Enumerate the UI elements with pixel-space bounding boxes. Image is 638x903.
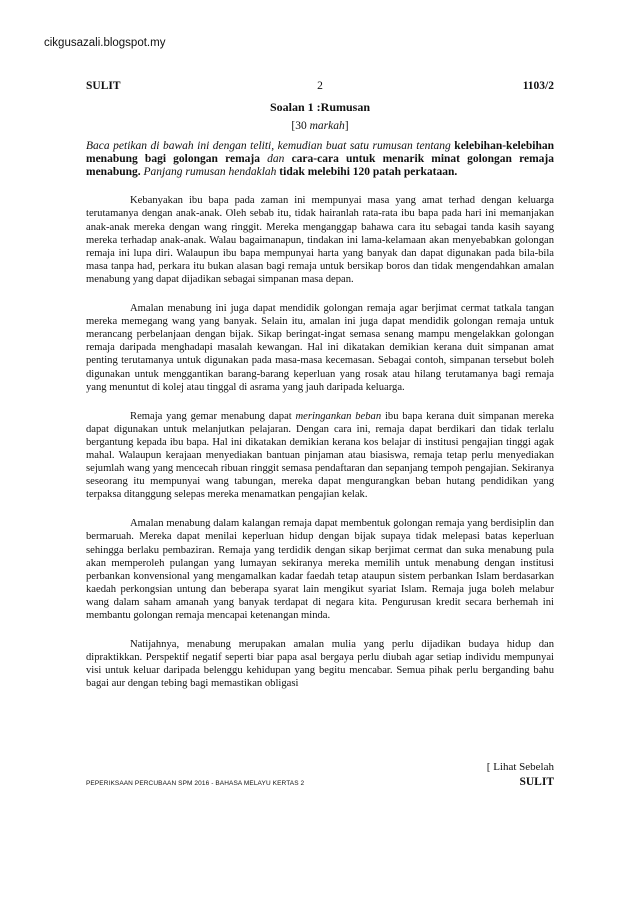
exam-page	[86, 80, 554, 788]
passage-paragraph-2: Amalan menabung ini juga dapat mendidik golongan remaja agar berjimat cermat tatkala tangan mereka memegang wang yang banyak. Selain itu, amalan ini juga dapat mendidik golongan remaja untuk merancang perbelanjaan dengan bijak. Sikap beringat-ingat semasa senang mampu mengelakkan golongan remaja daripada menghadapi masalah kewangan. Hal ini dikatakan demikian kerana duit simpanan amat penting terutamanya untuk digunakan pada masa-masa kecemasan. Sebagai contoh, simpanan tersebut boleh digunakan untuk menggantikan barang-barang keperluan yang rosak atau hilang terutamanya bagi remaja yang menuntut di kolej atau tinggal di asrama yang jauh daripada keluarga.	[86, 303, 554, 393]
marks-word: markah	[309, 120, 345, 132]
instruction-part-2: dan	[260, 152, 292, 165]
instruction-part-3: Panjang rumusan hendaklah	[140, 165, 280, 178]
passage-paragraph-4: Amalan menabung dalam kalangan remaja dapat membentuk golongan remaja yang berdisiplin dan bermaruah. Mereka dapat menilai keperluan hidup dengan bijak supaya tidak melepasi batas keperluan sehingga berlaku pembaziran. Remaja yang terdidik dengan sikap berjimat cermat dan suka menabung pula akan memperoleh pulangan yang lumayan sekiranya mereka memilih untuk menabung dengan institusi perbankan konvensional yang mengamalkan kadar faedah tetap ataupun sistem perbankan Islam berdasarkan kaedah perkongsian untung dan beberapa syarat lain mengikut syariat Islam. Remaja juga boleh melabur wang dalam saham amanah yang banyak terdapat di negara kita. Pengurusan kredit secara berhemah ini membantu golongan remaja mencapai ketenangan minda.	[86, 518, 554, 622]
page-footer	[86, 776, 554, 792]
header-sulit: SULIT	[86, 80, 121, 92]
footer-exam-title: PEPERIKSAAN PERCUBAAN SPM 2016 - BAHASA MELAYU KERTAS 2	[86, 780, 305, 787]
instruction-bold-3: tidak melebihi 120 patah perkataan.	[279, 165, 458, 178]
turn-page-note: [ Lihat Sebelah	[486, 761, 554, 773]
instruction-bold-1: kelebihan-kelebihan menabung bagi golongan remaja	[86, 140, 554, 165]
page-header	[86, 80, 554, 94]
instruction-part-1: Baca petikan di bawah ini dengan teliti, kemudian buat satu rumusan tentang	[86, 140, 455, 152]
instruction-bold-2: cara-cara untuk menarik minat golongan remaja menabung.	[86, 152, 554, 178]
footer-sulit: SULIT	[519, 776, 554, 788]
passage-paragraph-5: Natijahnya, menabung merupakan amalan mulia yang perlu dijadikan budaya hidup dan dipraktikkan. Perspektif negatif seperti biar papa asal bergaya perlu diubah agar setiap individu mempunyai visi untuk keluar daripada belenggu kehidupan yang begitu mencabar. Semua pihak perlu berganding bahu bagai aur dengan tebing bagi memastikan obligasi	[86, 639, 554, 690]
paragraph-3-before: Remaja yang gemar menabung dapat	[130, 410, 296, 422]
question-title: Soalan 1 :Rumusan	[269, 100, 371, 114]
question-instruction	[86, 140, 554, 178]
paper-code: 1103/2	[522, 80, 554, 92]
paragraph-3-after: ibu bapa kerana duit simpanan mereka dapat digunakan untuk melanjutkan pelajaran. Dengan cara ini, remaja dapat berdikari dan tidak terlalu bergantung kepada ibu bapa. Hal ini dikatakan demikian kerana kos belajar di institusi pengajian tinggi agak mahal. Walaupun kerajaan menyediakan bantuan pinjaman atau biasiswa, remaja tetap perlu menyediakan sejumlah wang yang mencecah ribuan ringgit semasa pendaftaran dan sepanjang tempoh pengajian. Sekiranya seseorang itu mempunyai wang tabungan, mereka dapat mengurangkan beban hutang pendidikan yang terpaksa ditanggung selepas mereka menamatkan pengajian kelak.	[86, 410, 554, 501]
passage-paragraph-1: Kebanyakan ibu bapa pada zaman ini mempunyai masa yang amat terhad dengan keluarga terutamanya dengan anak-anak. Oleh sebab itu, tidak hairanlah rata-rata ibu bapa pada hari ini memanjakan anak-anak mereka dengan wang ringgit. Mereka menganggap bahawa cara itu sebagai tanda kasih sayang mereka terhadap anak-anak. Walau bagaimanapun, tindakan ini lama-kelamaan akan menyebabkan golongan remaja ini lupa diri. Walaupun ibu bapa mempunyai harta yang banyak dan dapat digunakan pada bila-bila masa tanpa had, perkara itu bukan alasan bagi remaja untuk bersikap boros dan tidak mengendahkan amalan menabung yang dapat dijadikan sebagai simpanan masa depan.	[86, 195, 554, 285]
marks-open: [30	[291, 120, 310, 132]
passage-paragraph-3	[86, 410, 554, 502]
question-marks	[86, 119, 554, 134]
marks-close: ]	[344, 120, 349, 132]
page-number: 2	[317, 80, 323, 92]
paragraph-3-italic: meringankan beban	[295, 410, 382, 422]
blog-watermark: cikgusazali.blogspot.my	[44, 37, 166, 49]
